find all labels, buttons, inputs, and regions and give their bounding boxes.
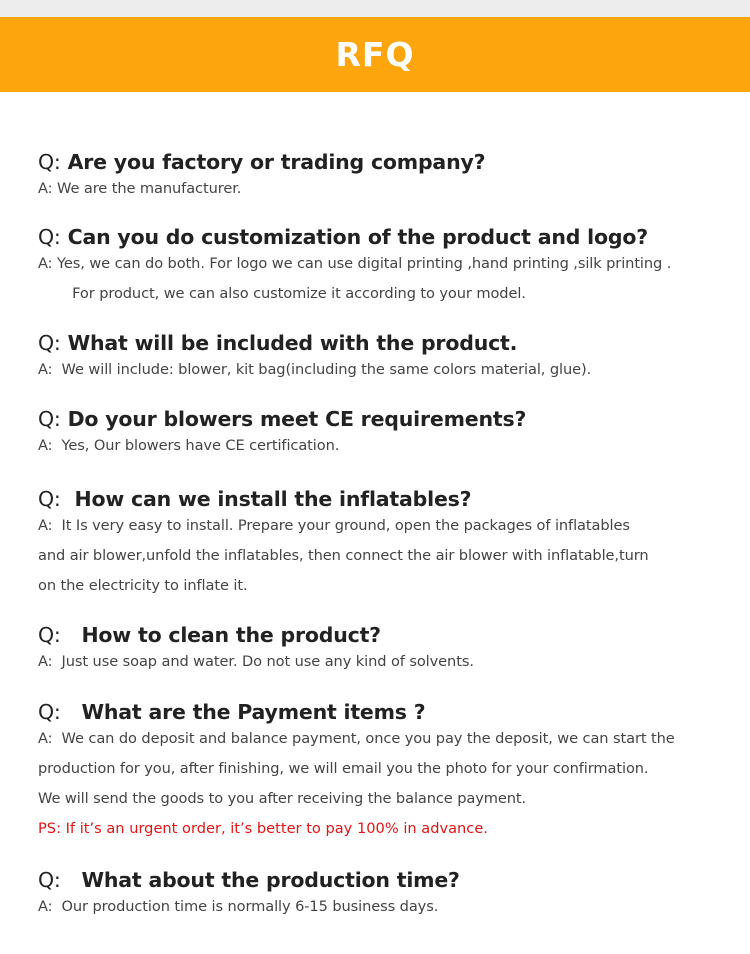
question-text: Do your blowers meet CE requirements? — [60, 407, 527, 431]
header-banner — [0, 17, 750, 92]
answer-line: A: Yes, Our blowers have CE certification. — [38, 437, 340, 454]
question-text: Can you do customization of the product and logo? — [60, 225, 648, 249]
question — [38, 699, 728, 725]
answer-line: A: We are the manufacturer. — [38, 180, 242, 197]
faq-item — [38, 622, 728, 677]
question — [38, 486, 728, 512]
question-text: What about the production time? — [60, 868, 460, 892]
answer-line: A: Just use soap and water. Do not use any kind of solvents. — [38, 653, 474, 670]
answer-line: We will send the goods to you after receiving the balance payment. — [38, 790, 527, 807]
question-prefix: Q: — [38, 407, 61, 431]
question-text: How to clean the product? — [60, 623, 381, 647]
faq-item — [38, 330, 728, 385]
answer-line: A: We will include: blower, kit bag(including the same colors material, glue). — [38, 361, 592, 378]
faq-item — [38, 486, 728, 601]
question-prefix: Q: — [38, 623, 61, 647]
question-prefix: Q: — [38, 868, 61, 892]
question — [38, 622, 728, 648]
question-text: How can we install the inflatables? — [60, 487, 472, 511]
faq-item — [38, 699, 728, 844]
urgent-order-note: PS: If it’s an urgent order, it’s better to pay 100% in advance. — [38, 820, 488, 837]
question — [38, 867, 728, 893]
faq-item — [38, 224, 728, 309]
question-prefix: Q: — [38, 150, 61, 174]
page-title: RFQ — [335, 35, 415, 74]
faq-item — [38, 406, 728, 461]
question — [38, 406, 728, 432]
question-prefix: Q: — [38, 700, 61, 724]
question-prefix: Q: — [38, 225, 61, 249]
answer-line: production for you, after finishing, we will email you the photo for your confirmation. — [38, 760, 649, 777]
question-prefix: Q: — [38, 487, 61, 511]
question — [38, 149, 728, 175]
question-text: Are you factory or trading company? — [60, 150, 486, 174]
question-prefix: Q: — [38, 331, 61, 355]
top-strip — [0, 0, 750, 17]
answer-line: A: Yes, we can do both. For logo we can use digital printing ,hand printing ,silk printing . — [38, 255, 672, 272]
answer-line: A: Our production time is normally 6-15 business days. — [38, 898, 439, 915]
faq-item — [38, 867, 728, 922]
answer-line: For product, we can also customize it according to your model. — [54, 285, 526, 302]
answer-line: on the electricity to inflate it. — [38, 577, 248, 594]
question-text: What will be included with the product. — [60, 331, 518, 355]
answer-line: A: We can do deposit and balance payment, once you pay the deposit, we can start the — [38, 730, 675, 747]
question — [38, 330, 728, 356]
faq-item — [38, 149, 728, 204]
question — [38, 224, 728, 250]
answer-line: A: It Is very easy to install. Prepare your ground, open the packages of inflatables — [38, 517, 630, 534]
question-text: What are the Payment items ? — [60, 700, 426, 724]
answer-line: and air blower,unfold the inflatables, then connect the air blower with inflatable,turn — [38, 547, 649, 564]
